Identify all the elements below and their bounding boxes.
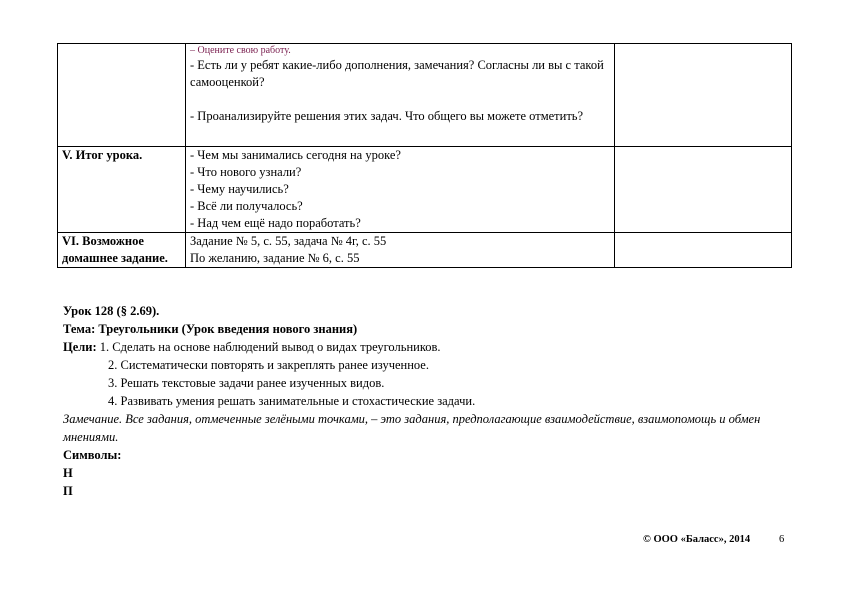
goal-item: 3. Решать текстовые задачи ранее изученных видов. (108, 376, 385, 390)
question-line: - Проанализируйте решения этих задач. Что общего вы можете отметить? (190, 109, 584, 123)
page-number: 6 (779, 534, 785, 545)
notes-cell (615, 233, 792, 268)
lesson-plan-table (57, 43, 792, 268)
stage-cell: V. Итог урока. (58, 147, 186, 233)
table-row (58, 44, 792, 147)
question-line: - Над чем ещё надо поработать? (190, 216, 361, 230)
question-line: - Что нового узнали? (190, 165, 302, 179)
content-cell (186, 233, 615, 268)
assessment-prompt: – Оцените свою работу. (190, 45, 291, 56)
table-row (58, 233, 792, 268)
lesson-info (63, 302, 783, 500)
question-line: - Есть ли у ребят какие-либо дополнения, замечания? Согласны ли вы с такой самооценкой? (190, 58, 604, 89)
lesson-title: Урок 128 (§ 2.69). (63, 304, 160, 318)
content-cell (186, 147, 615, 233)
homework-line: По желанию, задание № 6, с. 55 (190, 251, 360, 265)
content-cell (186, 44, 615, 147)
goals-first-line (63, 338, 783, 356)
goal-item: 1. Сделать на основе наблюдений вывод о видах треугольников. (99, 340, 441, 354)
homework-line: Задание № 5, с. 55, задача № 4г, с. 55 (190, 234, 387, 248)
question-line: - Чем мы занимались сегодня на уроке? (190, 148, 401, 162)
symbol-n: Н (63, 466, 73, 480)
remark: Замечание. Все задания, отмеченные зелёными точками, – это задания, предполагающие взаимодействие, взаимопомощь и обмен мнениями. (63, 412, 761, 444)
question-line: - Чему научились? (190, 182, 289, 196)
table-row (58, 147, 792, 233)
notes-cell (615, 44, 792, 147)
stage-cell: VI. Возможное домашнее задание. (58, 233, 186, 268)
copyright: © ООО «Баласс», 2014 (643, 534, 751, 545)
goal-item: 2. Систематически повторять и закреплять ранее изученное. (108, 358, 429, 372)
goals-label: Цели: (63, 340, 97, 354)
symbols-label: Символы: (63, 448, 122, 462)
stage-cell (58, 44, 186, 147)
lesson-topic: Тема: Треугольники (Урок введения нового знания) (63, 322, 358, 336)
goal-item: 4. Развивать умения решать занимательные и стохастические задачи. (108, 394, 476, 408)
question-line: - Всё ли получалось? (190, 199, 303, 213)
symbol-p: П (63, 484, 73, 498)
notes-cell (615, 147, 792, 233)
